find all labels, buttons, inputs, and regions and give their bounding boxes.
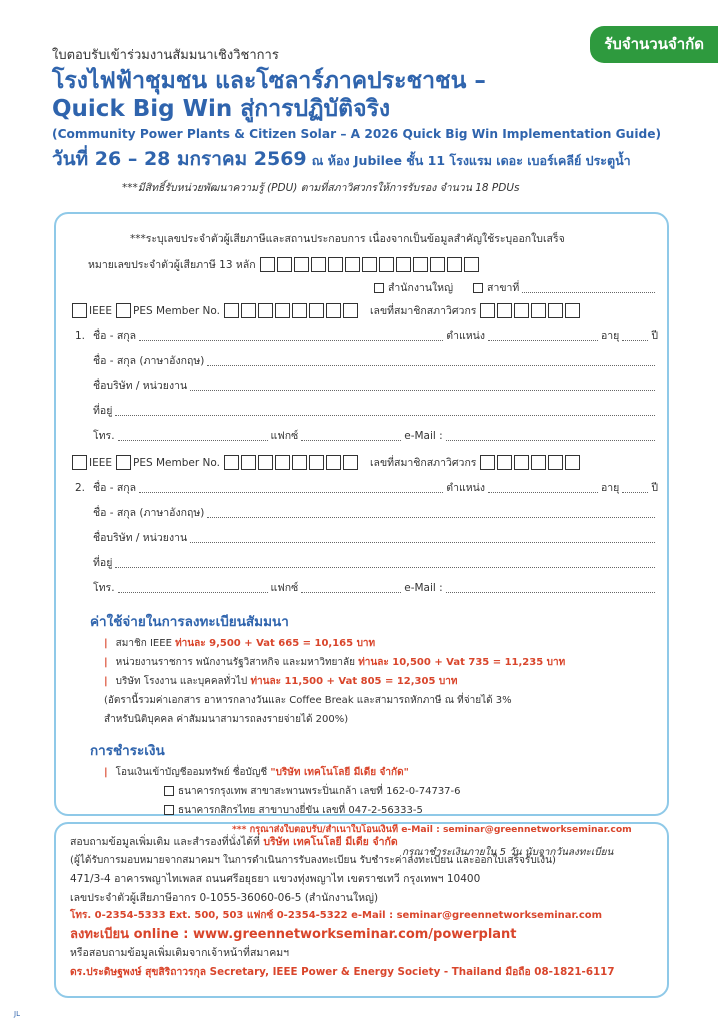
age-unit: ปี	[651, 482, 658, 494]
seminar-title-line-2: Quick Big Win สู่การปฏิบัติจริง	[52, 96, 391, 122]
email-label: e-Mail :	[404, 429, 443, 442]
ieee-checkbox-2[interactable]	[72, 455, 87, 470]
ieee-checkbox-1[interactable]	[72, 303, 87, 318]
online-registration-link[interactable]: ลงทะเบียน online : www.greennetworkseminar.com/powerplant	[70, 926, 517, 942]
position-field-1[interactable]	[488, 331, 598, 341]
name-en-row-1	[93, 352, 658, 369]
company-field-1[interactable]	[190, 381, 655, 391]
person-number-1: 1.	[75, 329, 86, 342]
address-field-2[interactable]	[115, 558, 655, 568]
pes-checkbox-1[interactable]	[116, 303, 131, 318]
fax-field-1[interactable]	[301, 431, 401, 441]
email-field-1[interactable]	[446, 431, 655, 441]
fax-label: แฟกซ์	[270, 430, 299, 442]
send-slip-note: *** กรุณาส่งใบตอบรับ/สำเนาใบโอนเงินที่ e-Mail : seminar@greennetworkseminar.com	[232, 824, 632, 835]
email-label: e-Mail :	[404, 581, 443, 594]
name-en-field-2[interactable]	[207, 508, 655, 518]
seminar-subtitle-english: (Community Power Plants & Citizen Solar – A 2026 Quick Big Win Implementation Guide)	[52, 127, 662, 141]
seminar-title-line-1: โรงไฟฟ้าชุมชน และโซลาร์ภาคประชาชน –	[52, 68, 486, 94]
pes-label-1: PES Member No.	[133, 304, 220, 317]
address-label: ที่อยู่	[93, 405, 113, 417]
form-type-label: ใบตอบรับเข้าร่วมงานสัมมนาเชิงวิชาการ	[52, 48, 279, 63]
fax-label: แฟกซ์	[270, 582, 299, 594]
date-venue-line	[52, 144, 672, 174]
coe-label-2: เลขที่สมาชิกสภาวิศวกร	[369, 457, 477, 469]
position-label: ตำแหน่ง	[446, 482, 485, 494]
payment-deadline: กรุณาชำระเงินภายใน 5 วัน นับจากวันลงทะเบียน	[402, 847, 614, 858]
fee-ieee: | สมาชิก IEEE ท่านละ 9,500 + Vat 665 = 10,165 บาท	[104, 638, 376, 649]
tax-note: ***ระบุเลขประจำตัวผู้เสียภาษีและสถานประกอบการ เนื่องจากเป็นข้อมูลสำคัญใช้ระบุออกใบเสร็จ	[130, 233, 565, 245]
name-field-1[interactable]	[139, 331, 443, 341]
fees-heading: ค่าใช้จ่ายในการลงทะเบียนสัมมนา	[90, 614, 289, 630]
bank-option-1: ธนาคารกรุงเทพ สาขาสะพานพระปิ่นเกล้า เลขที่ 162-0-74737-6	[164, 784, 658, 799]
name-row-2	[75, 479, 658, 496]
address-row-2	[93, 554, 658, 571]
seminar-venue: ณ ห้อง Jubilee ชั้น 11 โรงแรม เดอะ เบอร์เคลีย์ ประตูน้ำ	[311, 153, 631, 168]
address-field-1[interactable]	[115, 406, 655, 416]
ieee-label-2: IEEE	[89, 456, 112, 469]
contact-line-1: สอบถามข้อมูลเพิ่มเติม และสำรองที่นั่งได้ที่ บริษัท เทคโนโลยี มีเดีย จำกัด	[70, 836, 398, 848]
tel-field-1[interactable]	[118, 431, 268, 441]
contact-row-1	[93, 427, 658, 444]
seminar-date: วันที่ 26 – 28 มกราคม 2569	[52, 148, 307, 170]
limited-seats-badge: รับจำนวนจำกัด	[590, 26, 718, 63]
name-en-row-2	[93, 504, 658, 521]
branch-field[interactable]	[522, 283, 655, 293]
address-label: ที่อยู่	[93, 557, 113, 569]
fee-note-2: สำหรับนิติบุคคล ค่าสัมมนาสามารถลงรายจ่ายได้ 200%)	[104, 714, 349, 725]
fee-general: | บริษัท โรงงาน และบุคคลทั่วไป ท่านละ 11,500 + Vat 805 = 12,305 บาท	[104, 676, 458, 687]
address-row-1	[93, 402, 658, 419]
account-name: "บริษัท เทคโนโลยี มีเดีย จำกัด"	[270, 767, 409, 778]
company-label: ชื่อบริษัท / หน่วยงาน	[93, 532, 188, 544]
company-row-2	[93, 529, 658, 546]
membership-row-1	[72, 302, 658, 319]
ieee-label-1: IEEE	[89, 304, 112, 317]
contact-info	[54, 822, 669, 998]
email-field-2[interactable]	[446, 583, 655, 593]
person-number-2: 2.	[75, 481, 86, 494]
head-office-label: สำนักงานใหญ่	[388, 282, 454, 294]
office-row	[374, 279, 658, 296]
head-office-checkbox[interactable]	[374, 283, 384, 293]
header	[52, 44, 672, 196]
bank-1-checkbox[interactable]	[164, 786, 174, 796]
coe-label-1: เลขที่สมาชิกสภาวิศวกร	[369, 305, 477, 317]
tel-label: โทร.	[93, 430, 115, 442]
bank-option-2: ธนาคารกสิกรไทย สาขาบางยี่ขัน เลขที่ 047-2-56333-5	[164, 803, 658, 818]
branch-label: สาขาที่	[487, 282, 520, 294]
contact-phone-email: โทร. 0-2354-5333 Ext. 500, 503 แฟกซ์ 0-2354-5322 e-Mail : seminar@greennetworkseminar.com	[70, 910, 603, 921]
pes-label-2: PES Member No.	[133, 456, 220, 469]
pes-number-input-1[interactable]	[224, 303, 360, 318]
name-field-2[interactable]	[139, 483, 443, 493]
contact-line-7: หรือสอบถามข้อมูลเพิ่มเติมจากเจ้าหน้าที่สมาคมฯ	[70, 947, 290, 959]
company-row-1	[93, 377, 658, 394]
payment-heading: การชำระเงิน	[90, 743, 165, 759]
name-row-1	[75, 327, 658, 344]
coe-number-input-2[interactable]	[480, 455, 582, 470]
age-label: อายุ	[600, 482, 620, 494]
tax-id-input[interactable]	[260, 257, 481, 272]
name-label: ชื่อ - สกุล	[93, 482, 137, 494]
footer-mark: JL	[14, 1010, 20, 1018]
fee-ieee-price: ท่านละ 9,500 + Vat 665 = 10,165 บาท	[175, 638, 376, 649]
fax-field-2[interactable]	[301, 583, 401, 593]
name-en-label: ชื่อ - สกุล (ภาษาอังกฤษ)	[93, 507, 205, 519]
name-label: ชื่อ - สกุล	[93, 330, 137, 342]
age-field-1[interactable]	[622, 331, 648, 341]
contact-tax-id: เลขประจำตัวผู้เสียภาษีอากร 0-1055-36060-06-5 (สำนักงานใหญ่)	[70, 891, 379, 904]
organizer-name: บริษัท เทคโนโลยี มีเดีย จำกัด	[263, 836, 398, 848]
branch-checkbox[interactable]	[473, 283, 483, 293]
contact-address: 471/3-4 อาคารพญาไทเพลส ถนนศรีอยุธยา แขวงทุ่งพญาไท เขตราชเทวี กรุงเทพฯ 10400	[70, 873, 481, 885]
age-field-2[interactable]	[622, 483, 648, 493]
position-label: ตำแหน่ง	[446, 330, 485, 342]
tel-field-2[interactable]	[118, 583, 268, 593]
name-en-field-1[interactable]	[207, 356, 655, 366]
fee-general-price: ท่านละ 11,500 + Vat 805 = 12,305 บาท	[250, 676, 458, 687]
contact-secretary: ดร.ประดิษฐพงษ์ สุขสิริถาวรกุล Secretary, IEEE Power & Energy Society - Thailand มือถือ 08-1821-6117	[70, 965, 615, 978]
company-label: ชื่อบริษัท / หน่วยงาน	[93, 380, 188, 392]
pes-number-input-2[interactable]	[224, 455, 360, 470]
age-unit: ปี	[651, 330, 658, 342]
fee-government-price: ท่านละ 10,500 + Vat 735 = 11,235 บาท	[358, 657, 566, 668]
pdu-note: ***มีสิทธิ์รับหน่วยพัฒนาความรู้ (PDU) ตามที่สภาวิศวกรให้การรับรอง จำนวน 18 PDUs	[122, 182, 520, 194]
transfer-line: | โอนเงินเข้าบัญชีออมทรัพย์ ชื่อบัญชี "บริษัท เทคโนโลยี มีเดีย จำกัด"	[104, 767, 409, 778]
tax-id-row	[88, 256, 658, 273]
fee-note-1: (อัตรานี้รวมค่าเอกสาร อาหารกลางวันและ Coffee Break และสามารถหักภาษี ณ ที่จ่ายได้ 3%	[104, 695, 512, 706]
membership-row-2	[72, 454, 658, 471]
tel-label: โทร.	[93, 582, 115, 594]
fee-government: | หน่วยงานราชการ พนักงานรัฐวิสาหกิจ และมหาวิทยาลัย ท่านละ 10,500 + Vat 735 = 11,235 บาท	[104, 657, 566, 668]
contact-line-2: (ผู้ได้รับการมอบหมายจากสมาคมฯ ในการดำเนินการรับลงทะเบียน รับชำระค่าลงทะเบียน และออกใบเสร็จรับเงิน)	[70, 854, 556, 866]
bank-2-checkbox[interactable]	[164, 805, 174, 815]
position-field-2[interactable]	[488, 483, 598, 493]
company-field-2[interactable]	[190, 533, 655, 543]
contact-row-2	[93, 579, 658, 596]
pes-checkbox-2[interactable]	[116, 455, 131, 470]
age-label: อายุ	[600, 330, 620, 342]
name-en-label: ชื่อ - สกุล (ภาษาอังกฤษ)	[93, 355, 205, 367]
coe-number-input-1[interactable]	[480, 303, 582, 318]
tax-id-label: หมายเลขประจำตัวผู้เสียภาษี 13 หลัก	[88, 259, 256, 271]
